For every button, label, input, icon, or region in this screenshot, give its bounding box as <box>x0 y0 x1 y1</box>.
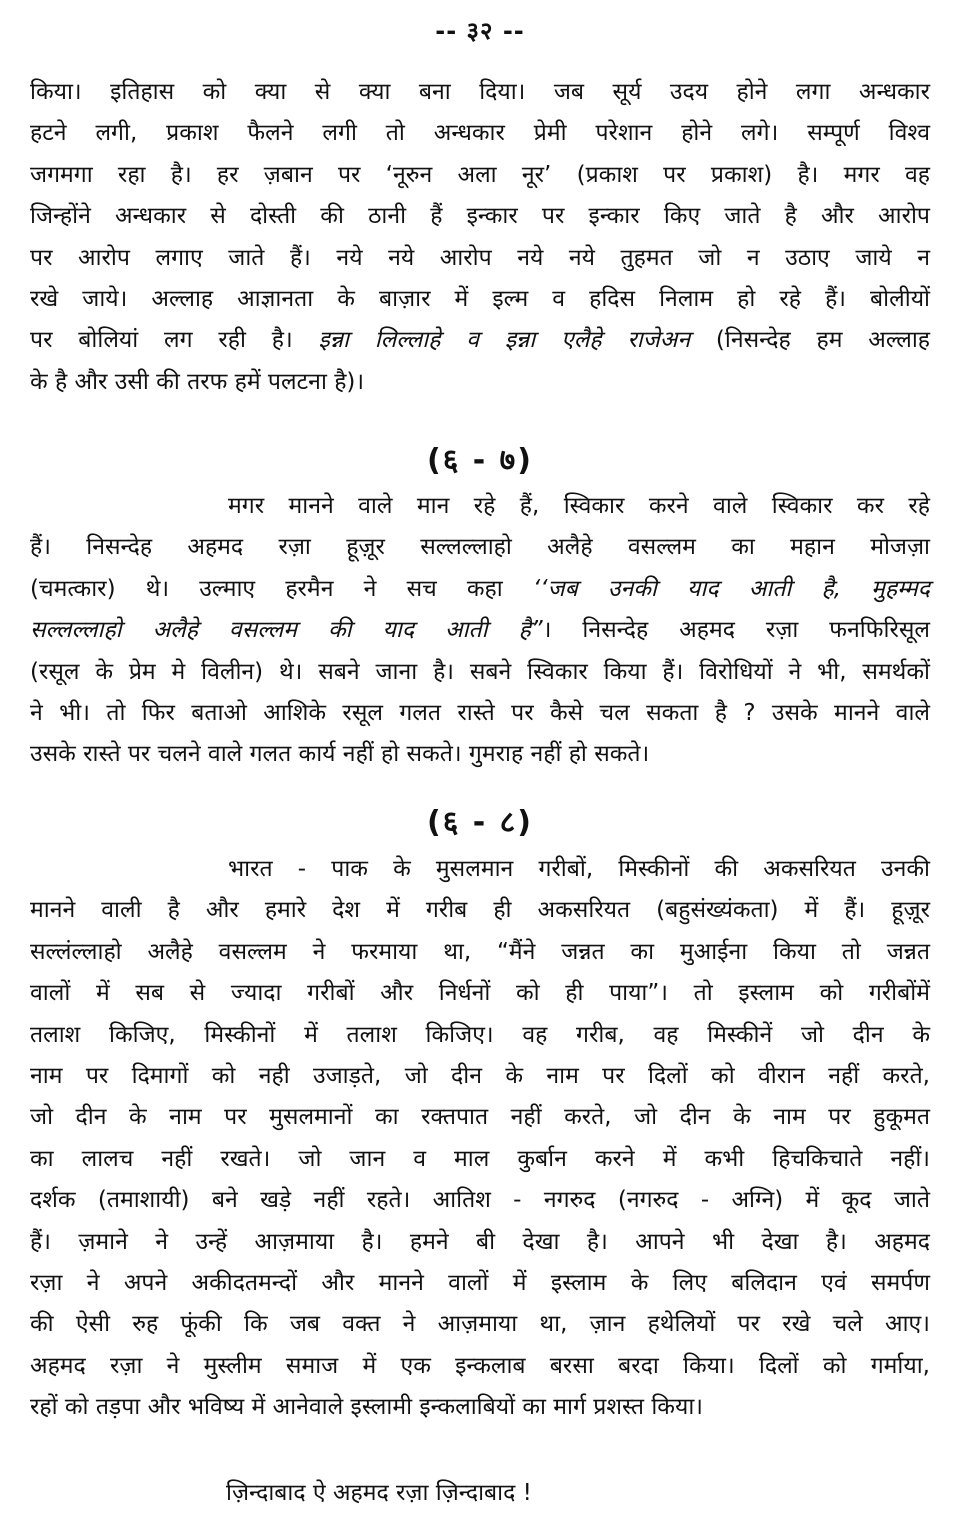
section-heading-6-7: (६ - ७) <box>427 443 533 478</box>
text-line-mixed <box>30 320 930 361</box>
text-line: हैं। ज़माने ने उन्हें आज़माया है। हमने बी देखा है। आपने भी देखा है। अहमद <box>30 1228 930 1255</box>
section-heading-6-8: (६ - ८) <box>427 805 533 840</box>
text-line: रखे जाये। अल्लाह आज्ञानता के बाज़ार में इल्म व हदिस निलाम हो रहे हैं। बोलीयों <box>30 286 930 313</box>
text-line: ने भी। तो फिर बताओ आशिके रसूल गलत रास्ते पर कैसे चल सकता है ? उसके मानने वाले <box>30 700 930 727</box>
text-run: (निसन्देह हम अल्लाह <box>690 327 931 354</box>
closing-slogan: ज़िन्दाबाद ऐ अहमद रज़ा ज़िन्दाबाद ! <box>226 1480 532 1506</box>
text-line: उसके रास्ते पर चलने वाले गलत कार्य नहीं हो सकते। गुमराह नहीं हो सकते। <box>30 741 650 768</box>
text-line: हैं। निसन्देह अहमद रज़ा हूज़ूर सल्लल्लाहो अलैहे वसल्लम का महान मोजज़ा <box>30 534 930 561</box>
text-run: (चमत्कार) थे। उल्माए हरमैन ने सच कहा <box>30 575 533 602</box>
text-line: दर्शक (तमाशायी) बने खड़े नहीं रहते। आतिश - नगरुद (नगरुद - अग्नि) में कूद जाते <box>30 1187 930 1214</box>
text-line: जो दीन के नाम पर मुसलमानों का रक्तपात नहीं करते, जो दीन के नाम पर हुकूमत <box>30 1104 930 1131</box>
text-line: (रसूल के प्रेम मे विलीन) थे। सबने जाना है। सबने स्विकार किया हैं। विरोधियों ने भी, समर्थकों <box>30 658 930 685</box>
text-line: किया। इतिहास को क्या से क्या बना दिया। जब सूर्य उदय होने लगा अन्धकार <box>30 79 930 105</box>
text-line: भारत - पाक के मुसलमान गरीबों, मिस्कीनों की अकसरियत उनकी <box>228 856 930 882</box>
text-line: नाम पर दिमागों को नही उजाड़ते, जो दीन के नाम पर दिलों को वीरान नहीं करते, <box>30 1063 930 1090</box>
text-run: पर बोलियां लग रही है। <box>30 327 319 354</box>
text-line: का लालच नहीं रखते। जो जान व माल कुर्बान करने में कभी हिचकिचाते नहीं। <box>30 1145 930 1172</box>
paragraph-6-8 <box>30 849 930 1429</box>
text-line: वालों में सब से ज्यादा गरीबों और निर्धनों को ही पाया”। तो इस्लाम को गरीबोंमें <box>30 980 930 1007</box>
text-line: रहों को तड़पा और भविष्य में आनेवाले इस्लामी इन्कलाबियों का मार्ग प्रशस्त किया। <box>30 1394 703 1421</box>
text-line: की ऐसी रुह फूंकी कि जब वक्त ने आज़माया था, ज़ान हथेलियों पर रखे चले आए। <box>30 1311 930 1338</box>
paragraph-6-7 <box>30 486 930 776</box>
text-line: अहमद रज़ा ने मुस्लीम समाज में एक इन्कलाब बरसा बरदा किया। दिलों को गर्माया, <box>30 1352 930 1379</box>
italic-dua: इन्ना लिल्लाहे व इन्ना एलैहे राजेअन <box>318 327 691 354</box>
text-line: हटने लगी, प्रकाश फैलने लगी तो अन्धकार प्रेमी परेशान होने लगे। सम्पूर्ण विश्व <box>30 120 930 147</box>
paragraph-intro <box>30 72 930 403</box>
italic-quote: सल्लल्लाहो अलैहे वसल्लम की याद आती है” <box>30 617 543 644</box>
text-line: पर आरोप लगाए जाते हैं। नये नये आरोप नये नये तुहमत जो न उठाए जाये न <box>30 244 930 271</box>
text-line: के है और उसी की तरफ हमें पलटना है)। <box>30 368 365 395</box>
text-line: मगर मानने वाले मान रहे हैं, स्विकार करने वाले स्विकार कर रहे <box>228 493 930 519</box>
page-number: -- ३२ -- <box>435 17 525 45</box>
text-line: तलाश किजिए, मिस्कीनों में तलाश किजिए। वह गरीब, वह मिस्कीनें जो दीन के <box>30 1021 930 1048</box>
text-line: रज़ा ने अपने अकीदतमन्दों और मानने वालों में इस्लाम के लिए बलिदान एवं समर्पण <box>30 1270 930 1297</box>
text-line-quote <box>30 610 930 651</box>
text-line: मानने वाली है और हमारे देश में गरीब ही अकसरियत (बहुसंख्यंकता) में हैं। हूज़ूर <box>30 897 930 924</box>
italic-quote: ‘‘जब उनकी याद आती है, मुहम्मद <box>532 575 930 602</box>
text-line: जगमगा रहा है। हर ज़बान पर ‘नूरुन अला नूर’ (प्रकाश पर प्रकाश) है। मगर वह <box>30 161 930 188</box>
text-run: । निसन्देह अहमद रज़ा फनफिरिसूल <box>542 617 931 644</box>
text-line: जिन्होंने अन्धकार से दोस्ती की ठानी हैं इन्कार पर इन्कार किए जाते है और आरोप <box>30 203 930 230</box>
text-line-quote <box>30 569 930 610</box>
text-line: सल्लंल्लाहो अलैहे वसल्लम ने फरमाया था, “मैंने जन्नत का मुआईना किया तो जन्नत <box>30 938 930 965</box>
